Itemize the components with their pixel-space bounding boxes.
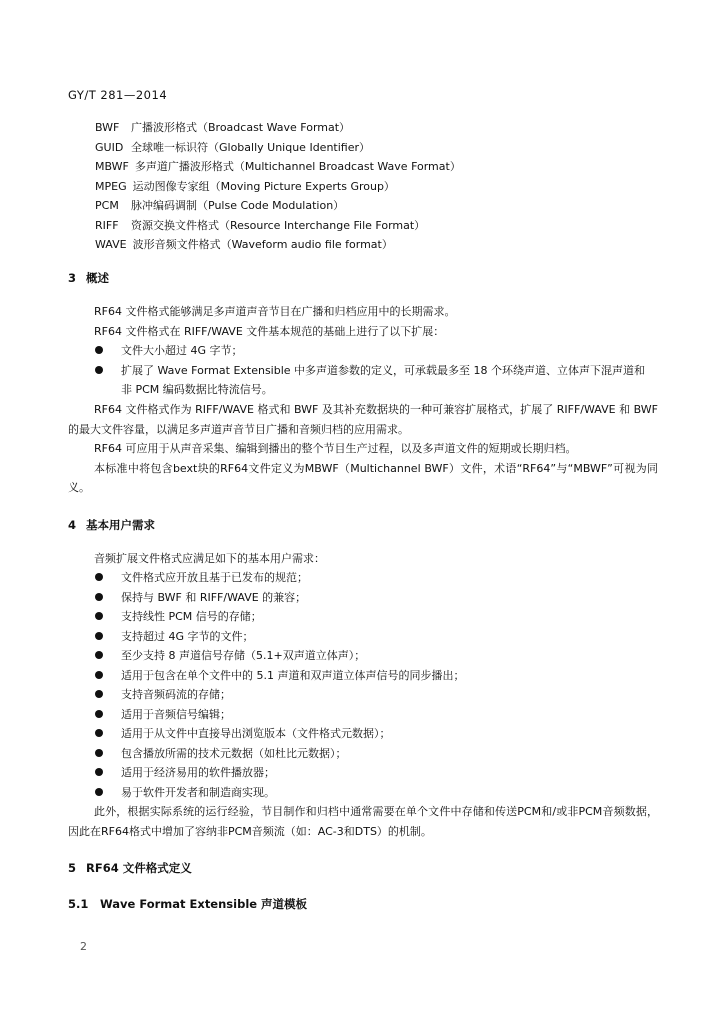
section-5-1-heading [68, 896, 307, 912]
bullet-dot-icon [95, 749, 103, 757]
abbreviation-definition: 广播波形格式（Broadcast Wave Format） [131, 121, 351, 134]
section-4-bullet-list [95, 568, 655, 802]
abbreviation-term: PCM [95, 199, 119, 212]
section-title: RF64 文件格式定义 [86, 861, 192, 875]
bullet-item [95, 666, 655, 686]
abbreviation-item [95, 138, 461, 158]
abbreviation-item [95, 157, 461, 177]
bullet-text: 支持超过 4G 字节的文件； [121, 629, 254, 643]
bullet-text: 适用于包含在单个文件中的 5.1 声道和双声道立体声信号的同步播出； [121, 668, 465, 682]
bullet-item [95, 705, 655, 725]
bullet-dot-icon [95, 593, 103, 601]
bullet-text: 支持线性 PCM 信号的存储； [121, 610, 262, 623]
section-title: 基本用户需求 [86, 518, 155, 532]
paragraph: RF64 文件格式能够满足多声道声音节目在广播和归档应用中的长期需求。 [94, 305, 456, 318]
bullet-text: 易于软件开发者和制造商实现。 [121, 785, 275, 799]
bullet-item [95, 568, 655, 588]
paragraph: 此外，根据实际系统的运行经验，节目制作和归档中通常需要在单个文件中存储和传送PCM和/或非PCM音频数据，因此在RF64格式中增加了容纳非PCM音频流（如：AC-3和DTS）的机制。 [68, 805, 658, 838]
abbreviation-item [95, 216, 461, 236]
abbreviation-term: WAVE [95, 238, 127, 251]
bullet-item [95, 588, 655, 608]
abbreviation-term: MBWF [95, 160, 129, 173]
bullet-dot-icon [95, 690, 103, 698]
abbreviation-term: GUID [95, 140, 124, 154]
paragraph: RF64 可应用于从声音采集、编辑到播出的整个节目生产过程，以及多声道文件的短期或长期归档。 [94, 442, 577, 455]
bullet-dot-icon [95, 573, 103, 581]
standard-code: GY/T 281—2014 [68, 88, 168, 102]
bullet-dot-icon [95, 710, 103, 718]
abbreviation-item [95, 177, 461, 197]
bullet-text: 支持音频码流的存储； [121, 688, 231, 701]
bullet-dot-icon [95, 366, 103, 374]
section-3-bullet-list [95, 341, 655, 400]
abbreviation-definition: 波形音频文件格式（Waveform audio file format） [132, 238, 393, 251]
bullet-dot-icon [95, 632, 103, 640]
section-3-body [68, 400, 658, 498]
bullet-item [95, 763, 655, 783]
bullet-dot-icon [95, 788, 103, 796]
bullet-item [95, 341, 655, 361]
bullet-item [95, 724, 655, 744]
bullet-dot-icon [95, 729, 103, 737]
bullet-dot-icon [95, 768, 103, 776]
abbreviation-definition: 全球唯一标识符（Globally Unique Identifier） [131, 140, 371, 154]
bullet-text: 至少支持 8 声道信号存储（5.1+双声道立体声）； [121, 649, 366, 662]
bullet-item [95, 783, 655, 803]
abbreviation-list [95, 118, 461, 255]
section-3-heading [68, 270, 109, 286]
section-number: 5 [68, 861, 77, 875]
abbreviation-definition: 资源交换文件格式（Resource Interchange File Format） [131, 218, 426, 232]
bullet-text: 包含播放所需的技术元数据（如杜比元数据）； [121, 746, 347, 760]
page-number: 2 [80, 940, 87, 953]
bullet-text: 文件格式应开放且基于已发布的规范； [121, 571, 308, 584]
abbreviation-definition: 运动图像专家组（Moving Picture Experts Group） [132, 179, 395, 193]
section-4-heading [68, 517, 155, 533]
bullet-dot-icon [95, 651, 103, 659]
bullet-item [95, 607, 655, 627]
section-number: 4 [68, 518, 77, 532]
paragraph: 音频扩展文件格式应满足如下的基本用户需求： [94, 552, 325, 565]
paragraph: 本标准中将包含bext块的RF64文件定义为MBWF（Multichannel BWF）文件，术语“RF64”与“MBWF”可视为同义。 [68, 461, 658, 494]
abbreviation-definition: 多声道广播波形格式（Multichannel Broadcast Wave Format） [134, 160, 461, 173]
bullet-item [95, 627, 655, 647]
bullet-text: 扩展了 Wave Format Extensible 中多声道参数的定义，可承载最多至 18 个环绕声道、立体声下混声道和非 PCM 编码数据比特流信号。 [121, 363, 646, 396]
bullet-dot-icon [95, 671, 103, 679]
abbreviation-term: RIFF [95, 218, 119, 232]
abbreviation-term: BWF [95, 121, 120, 134]
bullet-dot-icon [95, 346, 103, 354]
abbreviation-definition: 脉冲编码调制（Pulse Code Modulation） [131, 199, 345, 212]
bullet-item [95, 361, 655, 400]
paragraph: RF64 文件格式在 RIFF/WAVE 文件基本规范的基础上进行了以下扩展： [94, 324, 445, 338]
bullet-text: 适用于经济易用的软件播放器； [121, 766, 275, 779]
section-5-heading [68, 860, 192, 876]
abbreviation-item [95, 235, 461, 255]
bullet-dot-icon [95, 612, 103, 620]
paragraph: RF64 文件格式作为 RIFF/WAVE 格式和 BWF 及其补充数据块的一种可兼容扩展格式，扩展了 RIFF/WAVE 和 BWF 的最大文件容量，以满足多声道声音节目广播和音频归档的应用需求。 [68, 403, 658, 436]
bullet-item [95, 685, 655, 705]
bullet-text: 适用于音频信号编辑； [121, 707, 231, 721]
section-title: 概述 [86, 271, 109, 285]
section-4-closing [68, 802, 658, 841]
abbreviation-item [95, 196, 461, 216]
bullet-item [95, 646, 655, 666]
bullet-text: 保持与 BWF 和 RIFF/WAVE 的兼容； [121, 590, 307, 604]
subsection-number: 5.1 [68, 897, 89, 911]
abbreviation-term: MPEG [95, 179, 127, 193]
bullet-item [95, 744, 655, 764]
section-number: 3 [68, 271, 77, 285]
abbreviation-item [95, 118, 461, 138]
bullet-text: 文件大小超过 4G 字节； [121, 344, 243, 357]
bullet-text: 适用于从文件中直接导出浏览版本（文件格式元数据）； [121, 727, 391, 740]
subsection-title: Wave Format Extensible 声道模板 [100, 897, 308, 911]
section-4-intro [68, 549, 658, 569]
section-3-intro [68, 302, 658, 341]
